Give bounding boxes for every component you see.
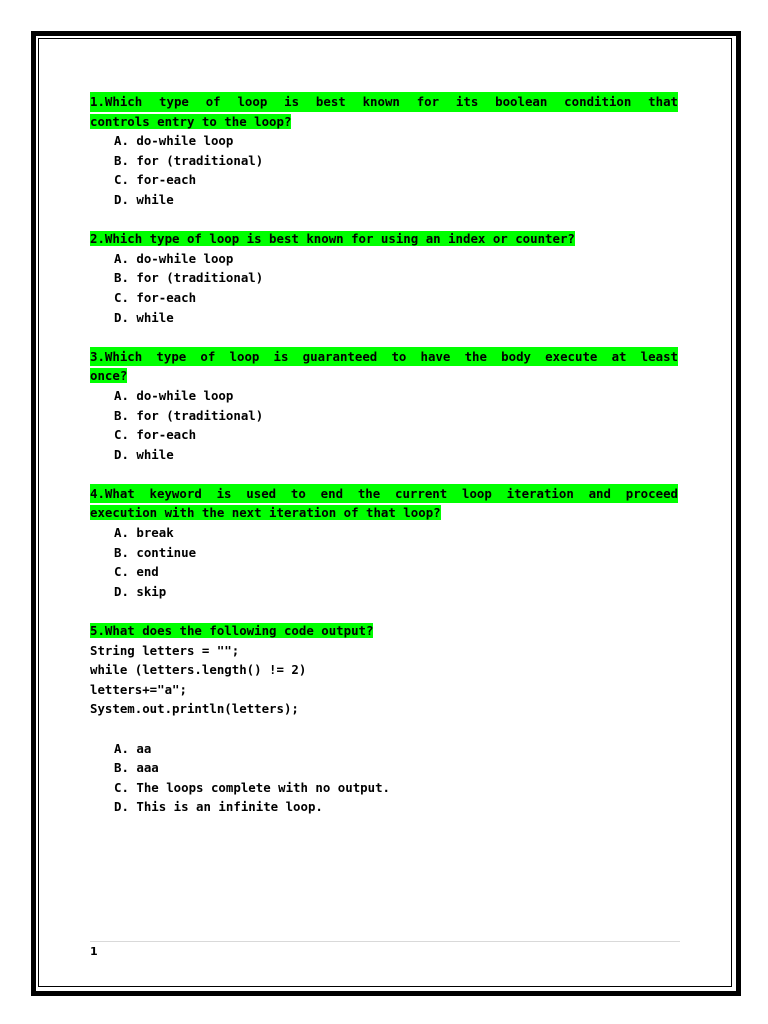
- code-line: System.out.println(letters);: [90, 701, 299, 717]
- question-stem-line: 3.Which type of loop is guaranteed to have the body execute at least: [90, 347, 678, 367]
- answer-option-a[interactable]: A. break: [114, 525, 174, 541]
- code-line: letters+="a";: [90, 681, 187, 697]
- answer-option-d[interactable]: D. skip: [114, 583, 167, 599]
- answer-option-a[interactable]: A. aa: [114, 740, 152, 756]
- question-4: [90, 484, 678, 602]
- code-line: String letters = "";: [90, 642, 240, 658]
- question-3: [90, 347, 678, 465]
- code-line: while (letters.length() != 2): [90, 662, 307, 678]
- question-stem-line: 2.Which type of loop is best known for using an index or counter?: [90, 231, 575, 247]
- page-number: 1: [90, 945, 98, 958]
- answer-option-b[interactable]: B. for (traditional): [114, 407, 264, 423]
- answer-options: [90, 386, 678, 464]
- code-snippet: [90, 641, 678, 719]
- question-stem-line: 5.What does the following code output?: [90, 623, 374, 639]
- answer-option-a[interactable]: A. do-while loop: [114, 387, 234, 403]
- question-stem: [90, 347, 678, 386]
- question-stem: [90, 484, 678, 523]
- answer-option-b[interactable]: B. aaa: [114, 760, 159, 776]
- question-1: [90, 92, 678, 210]
- footer-divider: [90, 941, 680, 942]
- question-stem-line: controls entry to the loop?: [90, 113, 292, 129]
- answer-option-a[interactable]: A. do-while loop: [114, 133, 234, 149]
- question-stem-line: 4.What keyword is used to end the current loop iteration and proceed: [90, 484, 678, 504]
- question-stem: [90, 229, 678, 249]
- quiz-content: [90, 92, 678, 837]
- question-stem-line: 1.Which type of loop is best known for its boolean condition that: [90, 92, 678, 112]
- answer-option-c[interactable]: C. end: [114, 564, 159, 580]
- answer-option-c[interactable]: C. for-each: [114, 427, 197, 443]
- answer-options: [90, 739, 678, 817]
- answer-option-d[interactable]: D. while: [114, 309, 174, 325]
- question-stem: [90, 92, 678, 131]
- answer-option-c[interactable]: C. for-each: [114, 172, 197, 188]
- answer-option-c[interactable]: C. for-each: [114, 289, 197, 305]
- answer-option-b[interactable]: B. for (traditional): [114, 270, 264, 286]
- answer-option-d[interactable]: D. while: [114, 446, 174, 462]
- question-stem-line: execution with the next iteration of that loop?: [90, 505, 441, 521]
- answer-options: [90, 131, 678, 209]
- answer-option-d[interactable]: D. This is an infinite loop.: [114, 799, 323, 815]
- blank-line: [90, 719, 678, 739]
- answer-option-b[interactable]: B. continue: [114, 544, 197, 560]
- answer-option-c[interactable]: C. The loops complete with no output.: [114, 779, 391, 795]
- question-stem-line: once?: [90, 368, 128, 384]
- answer-options: [90, 523, 678, 601]
- question-stem: [90, 621, 678, 641]
- answer-option-a[interactable]: A. do-while loop: [114, 250, 234, 266]
- answer-option-d[interactable]: D. while: [114, 191, 174, 207]
- question-5: [90, 621, 678, 817]
- answer-options: [90, 249, 678, 327]
- answer-option-b[interactable]: B. for (traditional): [114, 152, 264, 168]
- question-2: [90, 229, 678, 327]
